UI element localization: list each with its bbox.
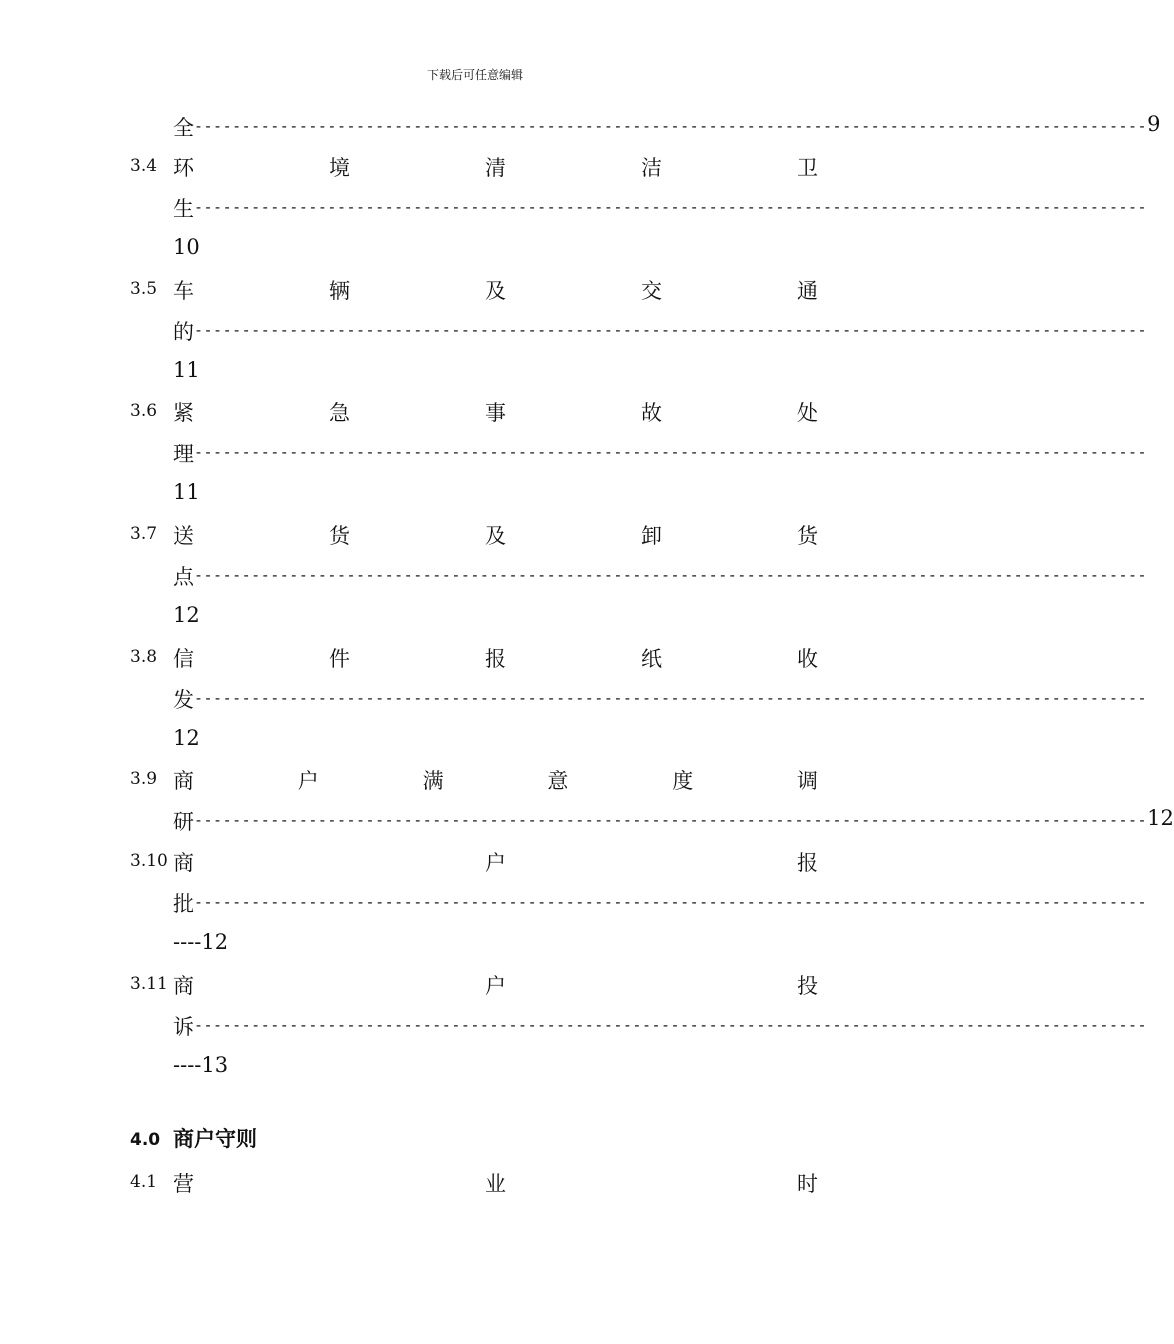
- toc-title[interactable]: 营 业 时: [173, 1172, 818, 1196]
- toc-title[interactable]: 信 件 报 纸 收: [173, 647, 818, 671]
- toc-leader-line[interactable]: 研 ---------------------------------------------------------------------------------------------------- 12: [173, 806, 1174, 834]
- dot-leader: ----------------------------------------------------------------------------------------------------: [194, 689, 1148, 707]
- toc-leader-line[interactable]: 发 ----------------------------------------------------------------------------------------------------: [173, 684, 818, 714]
- toc-leader-line[interactable]: 诉 ----------------------------------------------------------------------------------------------------: [173, 1011, 818, 1041]
- toc-number: 3.9: [130, 769, 158, 789]
- toc-number: 3.6: [130, 401, 158, 421]
- toc-title[interactable]: 紧 急 事 故 处: [173, 401, 818, 425]
- toc-leader-line[interactable]: 批 ----------------------------------------------------------------------------------------------------: [173, 888, 818, 918]
- toc-leader-line[interactable]: 的 ----------------------------------------------------------------------------------------------------: [173, 316, 818, 346]
- toc-title[interactable]: 商 户 满 意 度 调: [173, 769, 818, 793]
- toc-title[interactable]: 商 户 投: [173, 974, 818, 998]
- toc-number: 4.1: [130, 1172, 158, 1192]
- dot-leader: ----------------------------------------------------------------------------------------------------: [194, 198, 1148, 216]
- toc-number: 3.11: [130, 974, 168, 994]
- dot-leader: ----------------------------------------------------------------------------------------------------: [194, 117, 1148, 135]
- toc-leader-line[interactable]: 理 ----------------------------------------------------------------------------------------------------: [173, 438, 818, 468]
- page-header: 下载后可任意编辑: [426, 68, 523, 82]
- dot-leader: ----------------------------------------------------------------------------------------------------: [194, 811, 1148, 829]
- dot-leader: ----------------------------------------------------------------------------------------------------: [194, 893, 1148, 911]
- toc-leader-line[interactable]: 点 ----------------------------------------------------------------------------------------------------: [173, 561, 818, 591]
- toc-number: 3.10: [130, 851, 168, 871]
- toc-title[interactable]: 送 货 及 卸 货: [173, 524, 818, 548]
- toc-number: 3.7: [130, 524, 158, 544]
- section-number: 4.0: [130, 1130, 161, 1150]
- toc-page-number: 11: [173, 480, 200, 504]
- section-title: 商户守则: [173, 1127, 257, 1151]
- toc-title[interactable]: 商 户 报: [173, 851, 818, 875]
- toc-page-number: 12: [173, 603, 200, 627]
- toc-title[interactable]: 环 境 清 洁 卫: [173, 156, 818, 180]
- toc-number: 3.4: [130, 156, 158, 176]
- toc-leader-line[interactable]: 生 ----------------------------------------------------------------------------------------------------: [173, 193, 818, 223]
- dot-leader: ----------------------------------------------------------------------------------------------------: [194, 566, 1148, 584]
- toc-line-prev[interactable]: 全 ---------------------------------------------------------------------------------------------------- 9: [173, 112, 1161, 140]
- dot-leader: ----------------------------------------------------------------------------------------------------: [194, 443, 1148, 461]
- toc-number: 3.5: [130, 279, 158, 299]
- toc-title[interactable]: 车 辆 及 交 通: [173, 279, 818, 303]
- toc-page-number: 10: [173, 235, 200, 259]
- dot-leader: ----------------------------------------------------------------------------------------------------: [194, 321, 1148, 339]
- toc-page-number: ----12: [173, 930, 229, 954]
- toc-page-number: 12: [173, 726, 200, 750]
- toc-page-number: ----13: [173, 1053, 229, 1077]
- dot-leader: ----------------------------------------------------------------------------------------------------: [194, 1016, 1148, 1034]
- toc-page-number: 11: [173, 358, 200, 382]
- toc-number: 3.8: [130, 647, 158, 667]
